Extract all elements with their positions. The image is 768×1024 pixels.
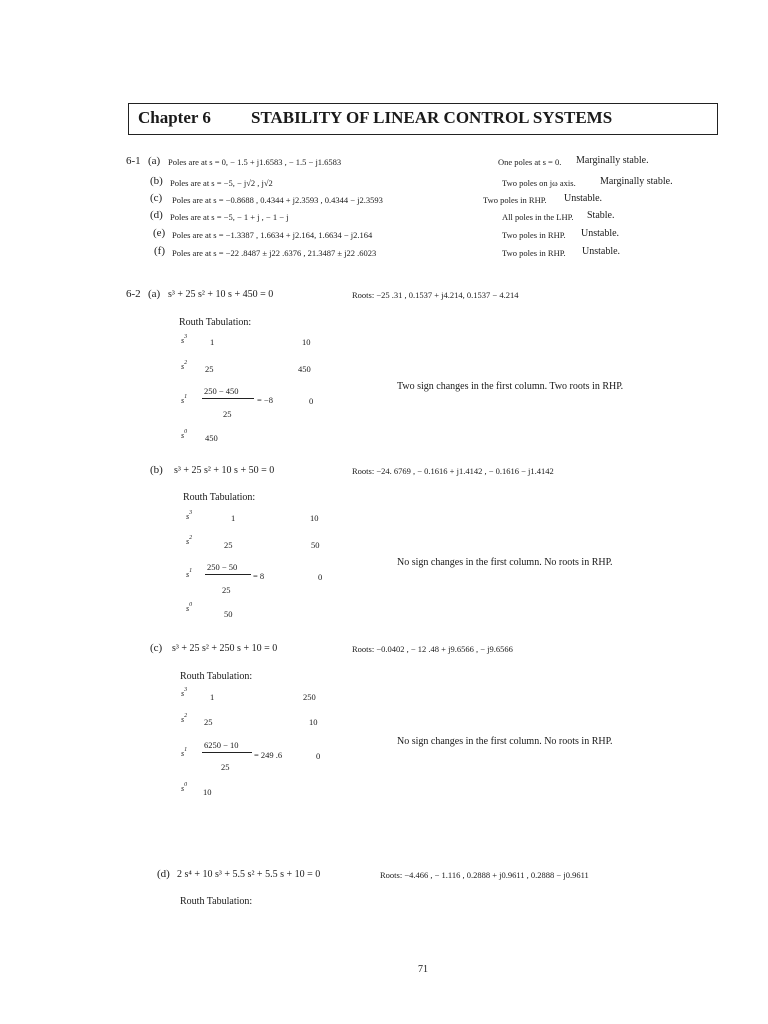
p62-c-r2c1: 25 xyxy=(204,717,213,727)
p61-a-text: Poles are at s = 0, − 1.5 + j1.6583 , − 1.5 − j1.6583 xyxy=(168,157,342,167)
p61-f-text: Poles are at s = −22 .8487 ± j22 .6376 , 21.3487 ± j22 .6023 xyxy=(172,248,377,258)
p61-e-text: Poles are at s = −1.3387 , 1.6634 + j2.164, 1.6634 − j2.164 xyxy=(172,230,373,240)
p61-a-verdict: Marginally stable. xyxy=(576,155,649,166)
p62-a-equation: s³ + 25 s² + 10 s + 450 = 0 xyxy=(168,289,274,300)
p62-a-r3c1: 1 xyxy=(210,337,215,347)
p62-b-s3: $s^3$ xyxy=(186,510,193,521)
p62-a-s0: $s^0$ xyxy=(181,429,188,440)
p62-c-routh-label: Routh Tabulation: xyxy=(180,671,253,682)
p61-a-label: (a) xyxy=(148,155,161,167)
p62-c-s0: $s^0$ xyxy=(181,782,188,793)
p62-d-roots: Roots: −4.466 , − 1.116 , 0.2888 + j0.9611 , 0.2888 − j0.9611 xyxy=(380,870,589,880)
p62-a-r1-num: 250 − 450 xyxy=(204,386,239,396)
p62-a-s1: $s^1$ xyxy=(181,394,188,405)
p61-e-verdict: Unstable. xyxy=(581,228,620,239)
p62-c-r2c2: 10 xyxy=(309,717,318,727)
p62-c-note: No sign changes in the first column. No roots in RHP. xyxy=(397,736,613,747)
p62-c-label: (c) xyxy=(150,642,163,654)
p61-d-text: Poles are at s = −5, − 1 + j , − 1 − j xyxy=(170,212,289,222)
p62-c-r1-num: 6250 − 10 xyxy=(204,740,239,750)
p62-a-r0c1: 450 xyxy=(205,433,218,443)
p62-b-routh-label: Routh Tabulation: xyxy=(183,492,256,503)
p61-b-verdict: Marginally stable. xyxy=(600,176,673,187)
p62-b-label: (b) xyxy=(150,464,163,476)
p62-b-r3c2: 10 xyxy=(310,513,319,523)
p62-a-fraction-bar xyxy=(202,398,254,399)
chapter-label: Chapter 6 xyxy=(138,108,211,127)
p61-c-text: Poles are at s = −0.8688 , 0.4344 + j2.3593 , 0.4344 − j2.3593 xyxy=(172,195,383,205)
p61-d-verdict: Stable. xyxy=(587,210,615,221)
p62-a-r3c2: 10 xyxy=(302,337,311,347)
p62-b-r1c2: 0 xyxy=(318,572,323,582)
chapter-header xyxy=(128,103,718,135)
p62-a-note: Two sign changes in the first column. Two roots in RHP. xyxy=(397,381,624,392)
p61-c-label: (c) xyxy=(150,192,163,204)
p62-d-equation: 2 s⁴ + 10 s³ + 5.5 s² + 5.5 s + 10 = 0 xyxy=(177,869,321,880)
p61-f-verdict: Unstable. xyxy=(582,246,621,257)
p62-a-s2: $s^2$ xyxy=(181,360,188,371)
p62-c-r1c2: 0 xyxy=(316,751,321,761)
p61-b-result: Two poles on jω axis. xyxy=(502,178,576,188)
p62-c-s1: $s^1$ xyxy=(181,747,188,758)
p62-a-routh-label: Routh Tabulation: xyxy=(179,317,252,328)
p62-b-r3c1: 1 xyxy=(231,513,236,523)
p61-f-label: (f) xyxy=(154,245,165,257)
p62-c-roots: Roots: −0.0402 , − 12 .48 + j9.6566 , − j9.6566 xyxy=(352,644,513,654)
p62-a-label: (a) xyxy=(148,288,161,300)
p61-e-result: Two poles in RHP. xyxy=(502,230,566,240)
p61-d-result: All poles in the LHP. xyxy=(502,212,574,222)
p62-b-s2: $s^2$ xyxy=(186,535,193,546)
p62-b-r1-num: 250 − 50 xyxy=(207,562,238,572)
p62-a-r2c2: 450 xyxy=(298,364,311,374)
p62-b-r2c2: 50 xyxy=(311,540,320,550)
p61-e-label: (e) xyxy=(153,227,166,239)
p62-a-roots: Roots: −25 .31 , 0.1537 + j4.214, 0.1537 − 4.214 xyxy=(352,290,519,300)
p62-c-r0c1: 10 xyxy=(203,787,212,797)
p62-b-r1-val: = 8 xyxy=(253,571,265,581)
p62-b-r1-den: 25 xyxy=(222,585,231,595)
p62-a-s3: $s^3$ xyxy=(181,334,188,345)
p62-c-s3: $s^3$ xyxy=(181,687,188,698)
p62-b-r0c1: 50 xyxy=(224,609,233,619)
p61-c-result: Two poles in RHP. xyxy=(483,195,547,205)
p62-b-equation: s³ + 25 s² + 10 s + 50 = 0 xyxy=(174,465,275,476)
p62-a-r1-val: = −8 xyxy=(257,395,273,405)
p61-b-text: Poles are at s = −5, − j√2 , j√2 xyxy=(170,178,273,188)
p62-d-label: (d) xyxy=(157,868,170,880)
p62-c-r3c2: 250 xyxy=(303,692,316,702)
p61-b-label: (b) xyxy=(150,175,163,187)
p62-c-r1-val: = 249 .6 xyxy=(254,750,283,760)
page-number: 71 xyxy=(418,964,428,975)
p61-d-label: (d) xyxy=(150,209,163,221)
p62-b-s1: $s^1$ xyxy=(186,568,193,579)
p62-a-r1c2: 0 xyxy=(309,396,314,406)
p61-f-result: Two poles in RHP. xyxy=(502,248,566,258)
problem-6-2-number: 6-2 xyxy=(126,288,141,300)
p61-a-result: One poles at s = 0. xyxy=(498,157,562,167)
problem-6-1-number: 6-1 xyxy=(126,155,141,167)
p62-c-r3c1: 1 xyxy=(210,692,215,702)
p62-c-equation: s³ + 25 s² + 250 s + 10 = 0 xyxy=(172,643,278,654)
chapter-title: STABILITY OF LINEAR CONTROL SYSTEMS xyxy=(251,108,613,127)
p62-a-r2c1: 25 xyxy=(205,364,214,374)
p62-b-fraction-bar xyxy=(205,574,251,575)
p62-b-r2c1: 25 xyxy=(224,540,233,550)
p62-c-s2: $s^2$ xyxy=(181,713,188,724)
p62-b-s0: $s^0$ xyxy=(186,602,193,613)
p62-c-r1-den: 25 xyxy=(221,762,230,772)
p61-c-verdict: Unstable. xyxy=(564,193,603,204)
p62-c-fraction-bar xyxy=(202,752,252,753)
p62-b-note: No sign changes in the first column. No roots in RHP. xyxy=(397,557,613,568)
p62-a-r1-den: 25 xyxy=(223,409,232,419)
p62-b-roots: Roots: −24. 6769 , − 0.1616 + j1.4142 , − 0.1616 − j1.4142 xyxy=(352,466,554,476)
p62-d-routh-label: Routh Tabulation: xyxy=(180,896,253,907)
